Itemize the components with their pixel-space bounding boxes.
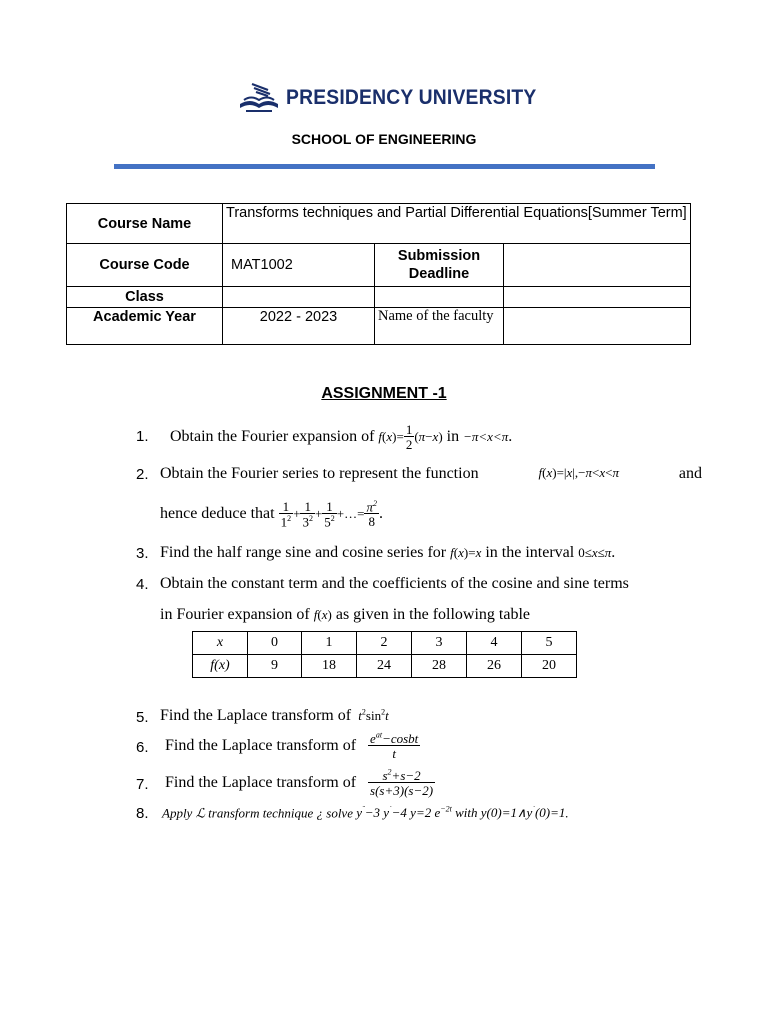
fraction <box>364 500 379 528</box>
math: y¨−3 y˙−4 y=2 $e^{-2t}$ with y(0)=1∧y˙(0)=1 <box>356 805 566 821</box>
math: )= <box>392 429 404 444</box>
question-1-number: 1. <box>136 428 149 445</box>
question-3: Find the half range sine and cosine series for f(x)=x in the interval 0≤x≤π. <box>160 544 616 561</box>
submission-deadline-value <box>504 244 691 287</box>
math: f <box>450 545 454 560</box>
fraction <box>322 500 337 528</box>
numerator: 1 <box>304 499 311 515</box>
table-cell: 5 <box>522 632 577 655</box>
math: x <box>321 607 328 622</box>
question-3-text: Find the half range sine and cosine series for <box>160 544 447 561</box>
math: ( <box>382 429 387 444</box>
numerator: 1 <box>405 422 413 438</box>
denominator: 2 <box>405 437 413 453</box>
header-divider <box>114 164 655 169</box>
question-5-number: 5. <box>136 709 149 726</box>
question-2-line1 <box>160 465 702 483</box>
math: π <box>612 465 619 480</box>
question-3-tail: in the interval <box>485 544 575 561</box>
math: π <box>418 429 426 444</box>
table-cell: 0 <box>248 632 302 655</box>
math: f <box>378 429 383 444</box>
question-2-tail: and <box>678 465 702 482</box>
table-row <box>193 632 577 655</box>
question-7 <box>165 763 435 803</box>
math: $e^{at}-cosbt$ <box>370 731 419 747</box>
academic-year-value: 2022 - 2023 <box>223 308 375 345</box>
math: f <box>313 607 318 622</box>
table-cell: 18 <box>302 655 357 678</box>
math: t <box>358 708 362 723</box>
fraction <box>279 500 294 528</box>
question-7-text: Find the Laplace transform of <box>165 774 357 791</box>
math: x <box>432 429 439 444</box>
table-cell: 20 <box>522 655 577 678</box>
math: +…= <box>336 506 365 521</box>
math: f <box>538 465 543 480</box>
question-2-number: 2. <box>136 466 149 483</box>
question-6 <box>165 726 420 766</box>
x-header: x <box>193 632 248 655</box>
math: f(x)=|x|,−π<x<π <box>538 465 619 480</box>
question-8: Apply ℒ transform technique ¿ solve y¨−3 y˙−4 y=2 $e^{-2t}$ with y(0)=1∧y˙(0)=1. <box>162 805 569 821</box>
class-label: Class <box>67 287 223 308</box>
math: t <box>385 708 389 723</box>
table-cell: 4 <box>467 632 522 655</box>
question-1-text: Obtain the Fourier expansion of <box>170 428 375 445</box>
table-cell: 3 <box>412 632 467 655</box>
empty-cell <box>375 287 504 308</box>
math: $t^2\sin^2t$ <box>358 707 389 723</box>
question-8-number: 8. <box>136 805 149 822</box>
numerator: 1 <box>282 499 290 515</box>
table-cell: 24 <box>357 655 412 678</box>
denominator: 8 <box>364 513 379 528</box>
math: x <box>566 465 573 480</box>
fraction <box>368 732 420 760</box>
denominator: $1^2$ <box>280 514 292 530</box>
math: x <box>599 465 606 480</box>
math: x <box>458 545 464 560</box>
question-4-line2-tail: as given in the following table <box>335 606 531 623</box>
table-cell: 9 <box>248 655 302 678</box>
question-2-text: Obtain the Fourier series to represent the function <box>160 465 479 482</box>
school-name: SCHOOL OF ENGINEERING <box>291 131 477 147</box>
question-1: Obtain the Fourier expansion of f(x)= $\frac{1}{2}$ (π−x) in −π<x<π. <box>170 422 513 453</box>
math: $s^2+s-2$ <box>382 768 421 784</box>
math: 0≤x≤π <box>578 545 612 560</box>
table-row <box>67 287 691 308</box>
math: x <box>386 429 393 444</box>
table-cell: 28 <box>412 655 467 678</box>
empty-cell <box>504 287 691 308</box>
fraction <box>404 423 415 451</box>
book-icon <box>238 80 280 116</box>
faculty-value <box>504 308 691 345</box>
course-code-label: Course Code <box>67 244 223 287</box>
math: x <box>591 545 598 560</box>
question-5-text: Find the Laplace transform of <box>160 707 352 724</box>
question-8-text: Apply ℒ transform technique ¿ solve <box>162 805 353 821</box>
math: −π<x<π <box>463 429 509 444</box>
math: x <box>546 465 553 480</box>
math: ) <box>438 429 443 444</box>
assignment-title: ASSIGNMENT -1 <box>321 385 447 402</box>
numerator: $\pi^2$ <box>366 499 377 515</box>
math: f(x)=x <box>450 545 482 560</box>
math: f(x) <box>313 607 332 622</box>
math: ( <box>414 429 419 444</box>
math: − <box>425 429 433 444</box>
submission-deadline-label: Submission Deadline <box>375 244 504 287</box>
table-row <box>67 204 691 244</box>
numerator <box>368 732 420 745</box>
course-info-table <box>66 203 691 345</box>
denominator: t <box>368 745 420 760</box>
numerator <box>368 769 435 782</box>
denominator: $5^2$ <box>324 514 335 530</box>
question-6-number: 6. <box>136 739 149 756</box>
fraction <box>300 500 315 528</box>
fourier-data-table <box>192 631 577 678</box>
denominator: $3^2$ <box>302 514 313 530</box>
denominator: s(s+3)(s−2) <box>370 783 434 799</box>
table-cell: 26 <box>467 655 522 678</box>
math: π <box>604 545 612 560</box>
math: x <box>475 545 482 560</box>
fraction <box>368 769 435 797</box>
question-4-line2 <box>160 606 530 624</box>
table-cell: 2 <box>357 632 412 655</box>
academic-year-label: Academic Year <box>67 308 223 345</box>
course-code-value: MAT1002 <box>223 244 375 287</box>
question-6-text: Find the Laplace transform of <box>165 737 357 754</box>
question-4-line2-text: in Fourier expansion of <box>160 606 310 623</box>
math: + <box>314 506 323 521</box>
question-4-text: Obtain the constant term and the coefficients of the cosine and sine terms <box>160 575 629 592</box>
numerator: 1 <box>326 499 333 515</box>
table-row <box>67 244 691 287</box>
faculty-label: Name of the faculty <box>375 308 504 345</box>
university-name: PRESIDENCY UNIVERSITY <box>286 86 537 109</box>
class-value <box>223 287 375 308</box>
fx-header: f(x) <box>193 655 248 678</box>
question-2-line2: hence deduce that $\frac{1}{1^2}$ + $\frac{1}{3^2}$ + $\frac{1}{5^2}$ +…= $\frac{\pi^2}{8}$ . <box>160 499 383 530</box>
question-4-number: 4. <box>136 576 149 593</box>
table-cell: 1 <box>302 632 357 655</box>
course-name-value: Transforms techniques and Partial Differential Equations[Summer Term] <box>223 204 691 244</box>
course-name-label: Course Name <box>67 204 223 244</box>
question-2-line2-text: hence deduce that <box>160 505 275 522</box>
question-7-number: 7. <box>136 776 149 793</box>
math: + <box>293 506 301 521</box>
table-row <box>67 308 691 345</box>
table-row <box>193 655 577 678</box>
question-3-number: 3. <box>136 545 149 562</box>
question-1-tail: in <box>446 428 460 445</box>
university-logo <box>238 78 558 118</box>
math: π <box>585 465 592 480</box>
question-5 <box>160 707 389 725</box>
